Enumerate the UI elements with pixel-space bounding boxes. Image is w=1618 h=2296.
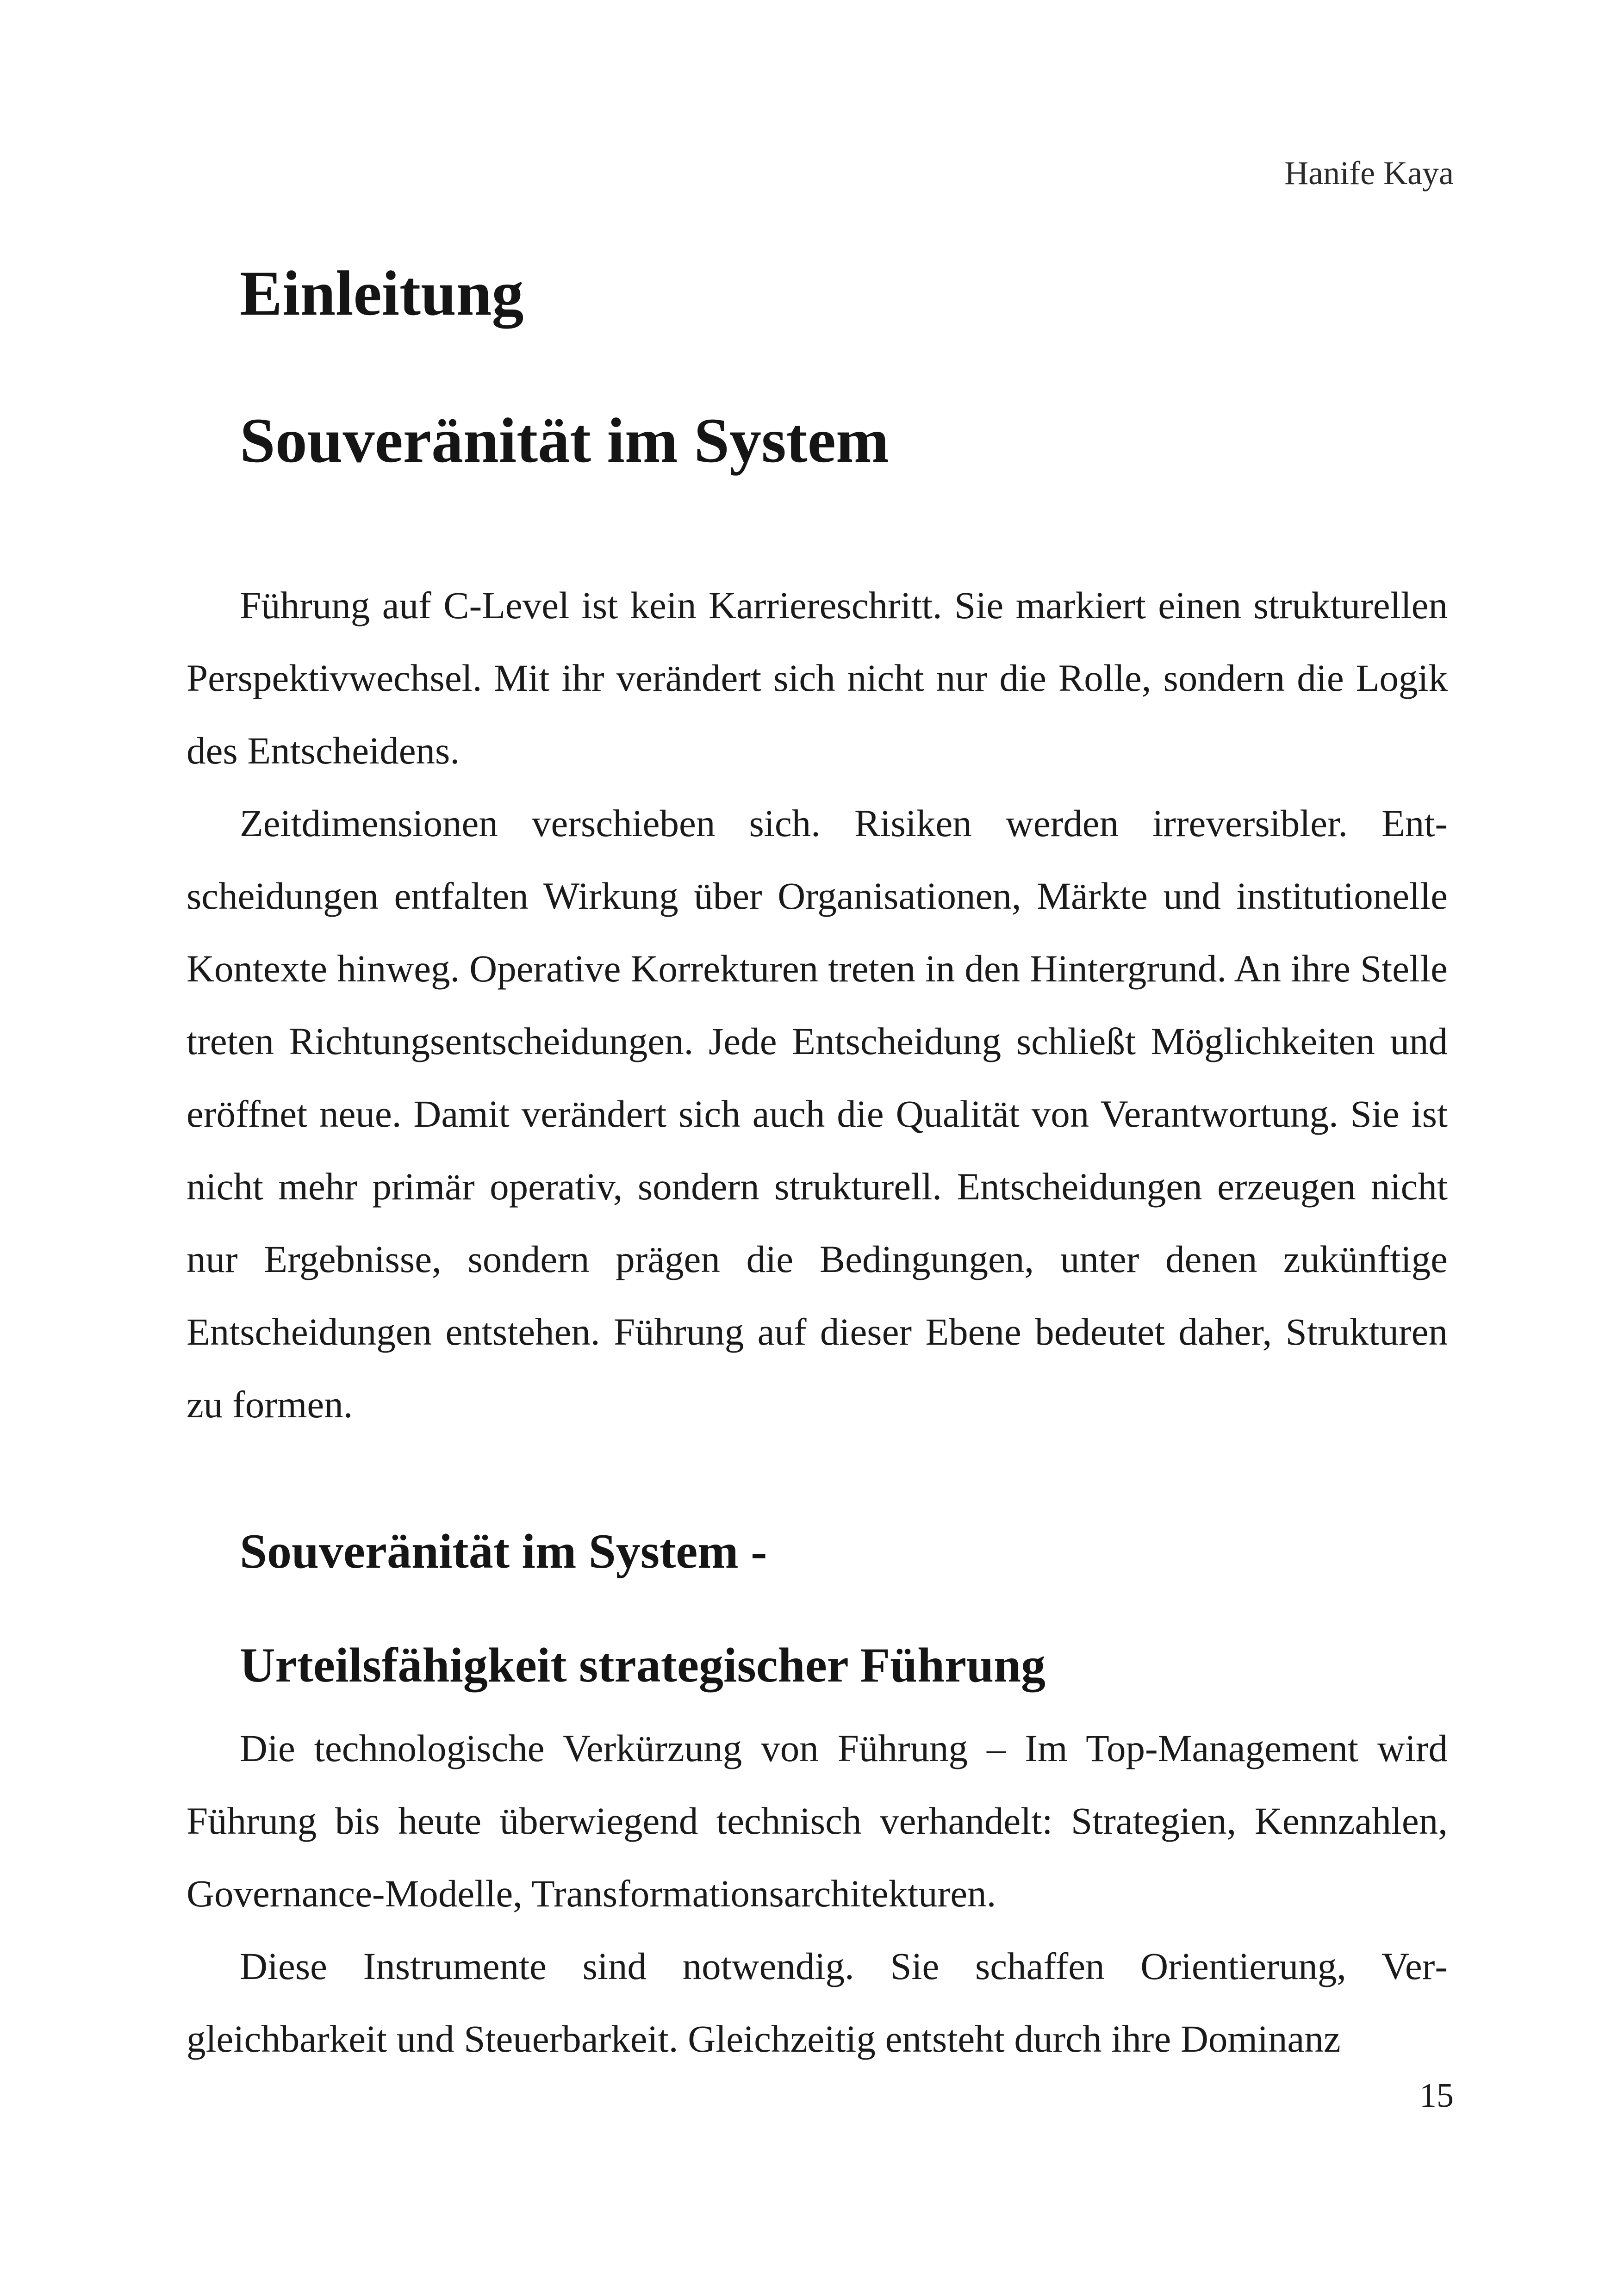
section-heading-line-1: Souveränität im System - — [240, 1524, 767, 1578]
paragraph: Diese Instrumente sind notwendig. Sie schaffen Orientierung, Vergleichbarkeit und Steuerbarkeit. Gleichzeitig entsteht durch ihre Dominanz — [187, 1945, 1448, 2060]
chapter-heading — [240, 258, 1443, 476]
section-heading-line-2: Urteilsfähigkeit strategischer Führung — [240, 1638, 1045, 1692]
page-number: 15 — [1419, 2077, 1454, 2115]
section-text — [187, 1712, 1448, 2075]
chapter-subtitle: Souveränität im System — [240, 405, 889, 476]
section-heading — [240, 1524, 1443, 1692]
running-header-author: Hanife Kaya — [1284, 155, 1454, 192]
paragraph: Zeitdimensionen verschieben sich. Risiken werden irreversibler. Entscheidungen entfalten Wirkung über Organisationen, Märkte und institutionelle Kontexte hinweg. Operative Korrekturen treten in den Hintergrund. An ihre Stelle treten Richtungsentscheidungen. Jede Entscheidung schließt Möglichkeiten und eröffnet neue. Damit verändert sich auch die Qualität von Verantwortung. Sie ist nicht mehr primär operativ, sondern strukturell. Entscheidungen erzeugen nicht nur Ergebnisse, sondern prägen die Bedingungen, unter denen zukünftige Entscheidungen entstehen. Führung auf dieser Ebene bedeutet daher, Strukturen zu formen. — [187, 802, 1448, 1426]
chapter-title: Einleitung — [240, 258, 524, 329]
intro-text — [187, 569, 1448, 1441]
paragraph: Die technologische Verkürzung von Führung – Im Top-Management wird Führung bis heute überwiegend technisch verhandelt: Strategien, Kennzahlen, Governance-Modelle, Transformationsarchitekturen. — [187, 1727, 1448, 1915]
paragraph: Führung auf C-Level ist kein Karriereschritt. Sie markiert einen strukturellen Perspektivwechsel. Mit ihr verändert sich nicht nur die Rolle, sondern die Logik des Entscheidens. — [187, 584, 1448, 772]
